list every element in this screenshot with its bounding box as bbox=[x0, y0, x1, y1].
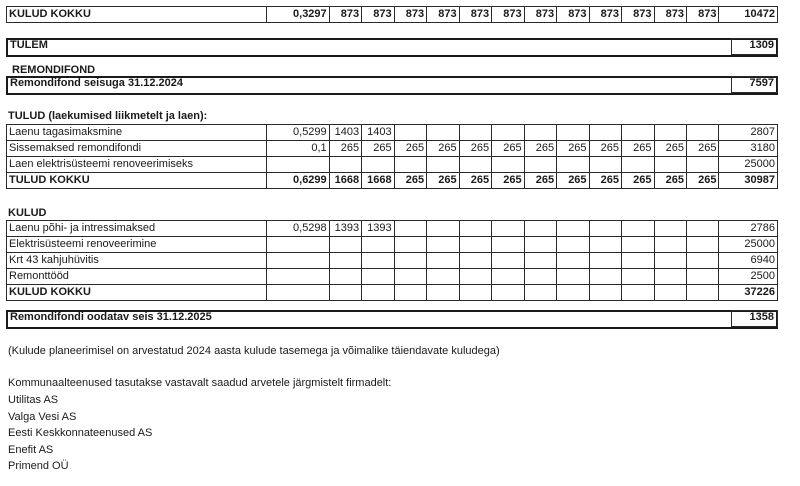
month-value-3 bbox=[394, 253, 426, 269]
row-label: Elektrisüsteemi renoveerimine bbox=[7, 237, 267, 253]
row-label: Laenu põhi- ja intressimaksed bbox=[7, 221, 267, 237]
month-value-1 bbox=[329, 157, 361, 173]
row-label: Sissemaksed remondifondi bbox=[7, 141, 267, 157]
month-value-10 bbox=[622, 269, 654, 285]
month-value-9 bbox=[589, 221, 621, 237]
month-value-1 bbox=[329, 285, 361, 301]
month-value-11 bbox=[654, 221, 686, 237]
month-value-5 bbox=[459, 269, 491, 285]
month-value-11 bbox=[654, 237, 686, 253]
month-value-4 bbox=[427, 269, 459, 285]
table-row bbox=[7, 141, 778, 157]
month-value-3: 873 bbox=[394, 7, 426, 23]
table-row bbox=[7, 173, 778, 189]
month-value-5 bbox=[459, 221, 491, 237]
tulem-value: 1309 bbox=[749, 39, 774, 51]
month-value-5 bbox=[459, 125, 491, 141]
kulud-kokku-top-table bbox=[6, 6, 778, 23]
tulem-box bbox=[6, 38, 778, 57]
month-value-4 bbox=[427, 237, 459, 253]
month-value-4: 265 bbox=[427, 173, 459, 189]
month-value-6 bbox=[492, 269, 524, 285]
month-value-1 bbox=[329, 253, 361, 269]
month-value-5: 265 bbox=[459, 141, 491, 157]
month-value-4 bbox=[427, 221, 459, 237]
month-value-2: 873 bbox=[362, 7, 394, 23]
month-value-7 bbox=[524, 285, 556, 301]
month-value-2 bbox=[362, 157, 394, 173]
row-total: 25000 bbox=[719, 157, 778, 173]
month-value-12 bbox=[687, 285, 719, 301]
month-value-12 bbox=[687, 269, 719, 285]
month-value-9 bbox=[589, 253, 621, 269]
month-value-12: 265 bbox=[687, 173, 719, 189]
month-value-7 bbox=[524, 269, 556, 285]
month-value-4 bbox=[427, 285, 459, 301]
month-value-11: 265 bbox=[654, 141, 686, 157]
row-total: 37226 bbox=[719, 285, 778, 301]
kulud-table bbox=[6, 220, 778, 301]
month-value-12 bbox=[687, 221, 719, 237]
company-item: Primend OÜ bbox=[8, 460, 69, 472]
month-value-5 bbox=[459, 253, 491, 269]
table-row bbox=[7, 7, 778, 23]
month-value-10 bbox=[622, 285, 654, 301]
month-value-11: 265 bbox=[654, 173, 686, 189]
month-value-6 bbox=[492, 253, 524, 269]
row-coefficient bbox=[266, 157, 329, 173]
month-value-6: 265 bbox=[492, 141, 524, 157]
month-value-12: 873 bbox=[687, 7, 719, 23]
month-value-8: 873 bbox=[557, 7, 589, 23]
month-value-6 bbox=[492, 285, 524, 301]
month-value-6: 265 bbox=[492, 173, 524, 189]
row-label: KULUD KOKKU bbox=[7, 7, 267, 23]
month-value-3 bbox=[394, 237, 426, 253]
planning-note: (Kulude planeerimisel on arvestatud 2024 aasta kulude tasemega ja võimalike täiendavate kuludega) bbox=[8, 345, 500, 357]
month-value-2 bbox=[362, 237, 394, 253]
row-coefficient: 0,6299 bbox=[266, 173, 329, 189]
month-value-7 bbox=[524, 253, 556, 269]
row-label: Laenu tagasimaksmine bbox=[7, 125, 267, 141]
month-value-8 bbox=[557, 285, 589, 301]
month-value-10 bbox=[622, 221, 654, 237]
month-value-8: 265 bbox=[557, 173, 589, 189]
month-value-10: 265 bbox=[622, 141, 654, 157]
month-value-8 bbox=[557, 269, 589, 285]
month-value-6 bbox=[492, 221, 524, 237]
tulem-label: TULEM bbox=[10, 39, 48, 51]
month-value-11 bbox=[654, 157, 686, 173]
month-value-3 bbox=[394, 269, 426, 285]
month-value-3 bbox=[394, 285, 426, 301]
month-value-4 bbox=[427, 157, 459, 173]
month-value-9 bbox=[589, 285, 621, 301]
month-value-5: 873 bbox=[459, 7, 491, 23]
month-value-12 bbox=[687, 237, 719, 253]
row-coefficient: 0,5299 bbox=[266, 125, 329, 141]
month-value-3 bbox=[394, 221, 426, 237]
companies-intro: Kommunaalteenused tasutakse vastavalt saadud arvetele järgmistelt firmadelt: bbox=[8, 377, 392, 389]
company-item: Utilitas AS bbox=[8, 394, 59, 406]
row-coefficient: 0,5298 bbox=[266, 221, 329, 237]
month-value-8 bbox=[557, 237, 589, 253]
row-total: 10472 bbox=[719, 7, 778, 23]
row-coefficient bbox=[266, 237, 329, 253]
month-value-10 bbox=[622, 253, 654, 269]
row-total: 2807 bbox=[719, 125, 778, 141]
month-value-8: 265 bbox=[557, 141, 589, 157]
month-value-7: 265 bbox=[524, 173, 556, 189]
row-coefficient bbox=[266, 253, 329, 269]
month-value-6 bbox=[492, 237, 524, 253]
month-value-1 bbox=[329, 237, 361, 253]
table-row bbox=[7, 221, 778, 237]
row-total: 6940 bbox=[719, 253, 778, 269]
row-label: Krt 43 kahjuhüvitis bbox=[7, 253, 267, 269]
remondifond-balance-value: 7597 bbox=[749, 77, 774, 89]
month-value-1: 1668 bbox=[329, 173, 361, 189]
month-value-8 bbox=[557, 157, 589, 173]
month-value-6 bbox=[492, 157, 524, 173]
month-value-4 bbox=[427, 253, 459, 269]
month-value-8 bbox=[557, 221, 589, 237]
table-row bbox=[7, 157, 778, 173]
month-value-1: 873 bbox=[329, 7, 361, 23]
row-label: Laen elektrisüsteemi renoveerimiseks bbox=[7, 157, 267, 173]
month-value-3 bbox=[394, 157, 426, 173]
row-total: 25000 bbox=[719, 237, 778, 253]
month-value-6: 873 bbox=[492, 7, 524, 23]
table-row bbox=[7, 237, 778, 253]
month-value-10 bbox=[622, 157, 654, 173]
month-value-11 bbox=[654, 269, 686, 285]
month-value-9 bbox=[589, 125, 621, 141]
month-value-10: 873 bbox=[622, 7, 654, 23]
month-value-9: 265 bbox=[589, 173, 621, 189]
month-value-6 bbox=[492, 125, 524, 141]
month-value-11 bbox=[654, 125, 686, 141]
row-total: 30987 bbox=[719, 173, 778, 189]
month-value-5: 265 bbox=[459, 173, 491, 189]
month-value-12: 265 bbox=[687, 141, 719, 157]
company-item: Eesti Keskkonnateenused AS bbox=[8, 427, 153, 439]
month-value-8 bbox=[557, 253, 589, 269]
month-value-11 bbox=[654, 285, 686, 301]
month-value-2: 265 bbox=[362, 141, 394, 157]
month-value-5 bbox=[459, 237, 491, 253]
row-total: 2786 bbox=[719, 221, 778, 237]
month-value-1: 1393 bbox=[329, 221, 361, 237]
month-value-10: 265 bbox=[622, 173, 654, 189]
table-row bbox=[7, 125, 778, 141]
month-value-11 bbox=[654, 253, 686, 269]
month-value-12 bbox=[687, 157, 719, 173]
month-value-12 bbox=[687, 253, 719, 269]
month-value-1 bbox=[329, 269, 361, 285]
company-item: Enefit AS bbox=[8, 444, 54, 456]
month-value-2: 1403 bbox=[362, 125, 394, 141]
table-row bbox=[7, 285, 778, 301]
row-coefficient: 0,3297 bbox=[266, 7, 329, 23]
row-coefficient: 0,1 bbox=[266, 141, 329, 157]
month-value-7 bbox=[524, 221, 556, 237]
month-value-10 bbox=[622, 125, 654, 141]
month-value-11: 873 bbox=[654, 7, 686, 23]
company-item: Valga Vesi AS bbox=[8, 411, 77, 423]
month-value-2 bbox=[362, 253, 394, 269]
month-value-2 bbox=[362, 285, 394, 301]
month-value-1: 1403 bbox=[329, 125, 361, 141]
expected-label: Remondifondi oodatav seis 31.12.2025 bbox=[10, 311, 212, 323]
row-coefficient bbox=[266, 269, 329, 285]
row-total: 3180 bbox=[719, 141, 778, 157]
month-value-2: 1668 bbox=[362, 173, 394, 189]
remondifond-balance-label: Remondifond seisuga 31.12.2024 bbox=[10, 77, 184, 89]
month-value-3: 265 bbox=[394, 141, 426, 157]
kulud-heading: KULUD bbox=[8, 207, 47, 219]
month-value-7 bbox=[524, 125, 556, 141]
month-value-7 bbox=[524, 157, 556, 173]
row-label: TULUD KOKKU bbox=[7, 173, 267, 189]
table-row bbox=[7, 269, 778, 285]
tulud-table bbox=[6, 124, 778, 189]
month-value-9: 873 bbox=[589, 7, 621, 23]
month-value-7: 265 bbox=[524, 141, 556, 157]
month-value-5 bbox=[459, 157, 491, 173]
expected-value: 1358 bbox=[749, 311, 774, 323]
month-value-9 bbox=[589, 237, 621, 253]
month-value-4 bbox=[427, 125, 459, 141]
month-value-9 bbox=[589, 269, 621, 285]
row-label: Remonttööd bbox=[7, 269, 267, 285]
tulud-heading: TULUD (laekumised liikmetelt ja laen): bbox=[8, 110, 208, 122]
remondifond-heading: REMONDIFOND bbox=[12, 64, 96, 76]
month-value-9 bbox=[589, 157, 621, 173]
table-row bbox=[7, 253, 778, 269]
month-value-12 bbox=[687, 125, 719, 141]
month-value-3: 265 bbox=[394, 173, 426, 189]
month-value-5 bbox=[459, 285, 491, 301]
month-value-7 bbox=[524, 237, 556, 253]
row-label: KULUD KOKKU bbox=[7, 285, 267, 301]
month-value-10 bbox=[622, 237, 654, 253]
month-value-3 bbox=[394, 125, 426, 141]
month-value-2 bbox=[362, 269, 394, 285]
month-value-8 bbox=[557, 125, 589, 141]
month-value-2: 1393 bbox=[362, 221, 394, 237]
month-value-1: 265 bbox=[329, 141, 361, 157]
row-total: 2500 bbox=[719, 269, 778, 285]
month-value-7: 873 bbox=[524, 7, 556, 23]
month-value-4: 873 bbox=[427, 7, 459, 23]
row-coefficient bbox=[266, 285, 329, 301]
month-value-4: 265 bbox=[427, 141, 459, 157]
month-value-9: 265 bbox=[589, 141, 621, 157]
